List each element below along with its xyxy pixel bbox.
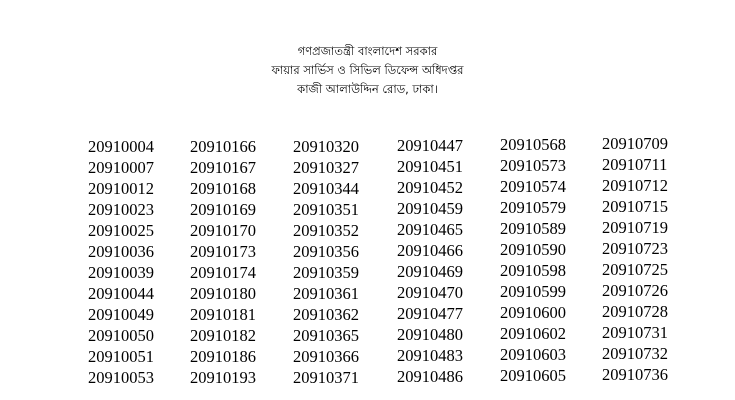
roll-number: 20910174	[190, 263, 256, 282]
roll-number: 20910053	[88, 368, 154, 387]
roll-number: 20910723	[602, 239, 668, 258]
header-department-line: ফায়ার সার্ভিস ও সিভিল ডিফেন্স অধিদপ্তর	[271, 63, 464, 77]
roll-number: 20910327	[293, 158, 359, 177]
roll-number: 20910004	[88, 137, 154, 156]
roll-number: 20910451	[397, 157, 463, 176]
roll-number: 20910568	[500, 135, 566, 154]
roll-number: 20910365	[293, 326, 359, 345]
roll-number: 20910007	[88, 158, 154, 177]
roll-number: 20910039	[88, 263, 154, 282]
roll-number: 20910732	[602, 344, 668, 363]
roll-number: 20910167	[190, 158, 256, 177]
roll-number: 20910051	[88, 347, 154, 366]
roll-number: 20910182	[190, 326, 256, 345]
roll-number: 20910715	[602, 197, 668, 216]
roll-number: 20910712	[602, 176, 668, 195]
roll-number: 20910180	[190, 284, 256, 303]
roll-number: 20910709	[602, 134, 668, 153]
roll-number: 20910477	[397, 304, 463, 323]
roll-number: 20910719	[602, 218, 668, 237]
roll-number: 20910050	[88, 326, 154, 345]
roll-number-list	[88, 136, 728, 400]
roll-number: 20910371	[293, 368, 359, 387]
roll-number: 20910362	[293, 305, 359, 324]
roll-number: 20910598	[500, 261, 566, 280]
header-government-line: গণপ্রজাতন্ত্রী বাংলাদেশ সরকার	[297, 44, 438, 58]
roll-number: 20910486	[397, 367, 463, 386]
roll-number: 20910470	[397, 283, 463, 302]
roll-column-1	[88, 136, 198, 388]
roll-number: 20910366	[293, 347, 359, 366]
roll-number: 20910483	[397, 346, 463, 365]
roll-number: 20910469	[397, 262, 463, 281]
roll-number: 20910012	[88, 179, 154, 198]
roll-column-4	[397, 135, 507, 387]
roll-number: 20910166	[190, 137, 256, 156]
roll-number: 20910049	[88, 305, 154, 324]
roll-number: 20910466	[397, 241, 463, 260]
roll-number: 20910728	[602, 302, 668, 321]
roll-number: 20910465	[397, 220, 463, 239]
roll-number: 20910168	[190, 179, 256, 198]
roll-number: 20910711	[602, 155, 668, 174]
roll-number: 20910602	[500, 324, 566, 343]
roll-number: 20910186	[190, 347, 256, 366]
roll-column-6	[602, 133, 712, 385]
roll-number: 20910726	[602, 281, 668, 300]
roll-column-3	[293, 136, 403, 388]
roll-number: 20910359	[293, 263, 359, 282]
roll-number: 20910459	[397, 199, 463, 218]
roll-number: 20910605	[500, 366, 566, 385]
office-header	[0, 42, 735, 99]
header-address-line: কাজী আলাউদ্দিন রোড, ঢাকা।	[297, 82, 438, 96]
roll-number: 20910173	[190, 242, 256, 261]
roll-number: 20910181	[190, 305, 256, 324]
roll-number: 20910025	[88, 221, 154, 240]
roll-number: 20910193	[190, 368, 256, 387]
roll-number: 20910356	[293, 242, 359, 261]
roll-number: 20910170	[190, 221, 256, 240]
roll-number: 20910352	[293, 221, 359, 240]
roll-number: 20910573	[500, 156, 566, 175]
roll-number: 20910590	[500, 240, 566, 259]
roll-number: 20910725	[602, 260, 668, 279]
roll-number: 20910736	[602, 365, 668, 384]
roll-number: 20910044	[88, 284, 154, 303]
roll-number: 20910320	[293, 137, 359, 156]
roll-column-2	[190, 136, 300, 388]
roll-number: 20910452	[397, 178, 463, 197]
roll-number: 20910447	[397, 136, 463, 155]
roll-number: 20910480	[397, 325, 463, 344]
roll-number: 20910361	[293, 284, 359, 303]
roll-number: 20910603	[500, 345, 566, 364]
roll-number: 20910169	[190, 200, 256, 219]
roll-number: 20910344	[293, 179, 359, 198]
roll-number: 20910731	[602, 323, 668, 342]
roll-number: 20910351	[293, 200, 359, 219]
roll-number: 20910036	[88, 242, 154, 261]
roll-number: 20910589	[500, 219, 566, 238]
roll-number: 20910579	[500, 198, 566, 217]
roll-number: 20910574	[500, 177, 566, 196]
roll-number: 20910599	[500, 282, 566, 301]
roll-number: 20910600	[500, 303, 566, 322]
roll-number: 20910023	[88, 200, 154, 219]
roll-column-5	[500, 134, 610, 386]
